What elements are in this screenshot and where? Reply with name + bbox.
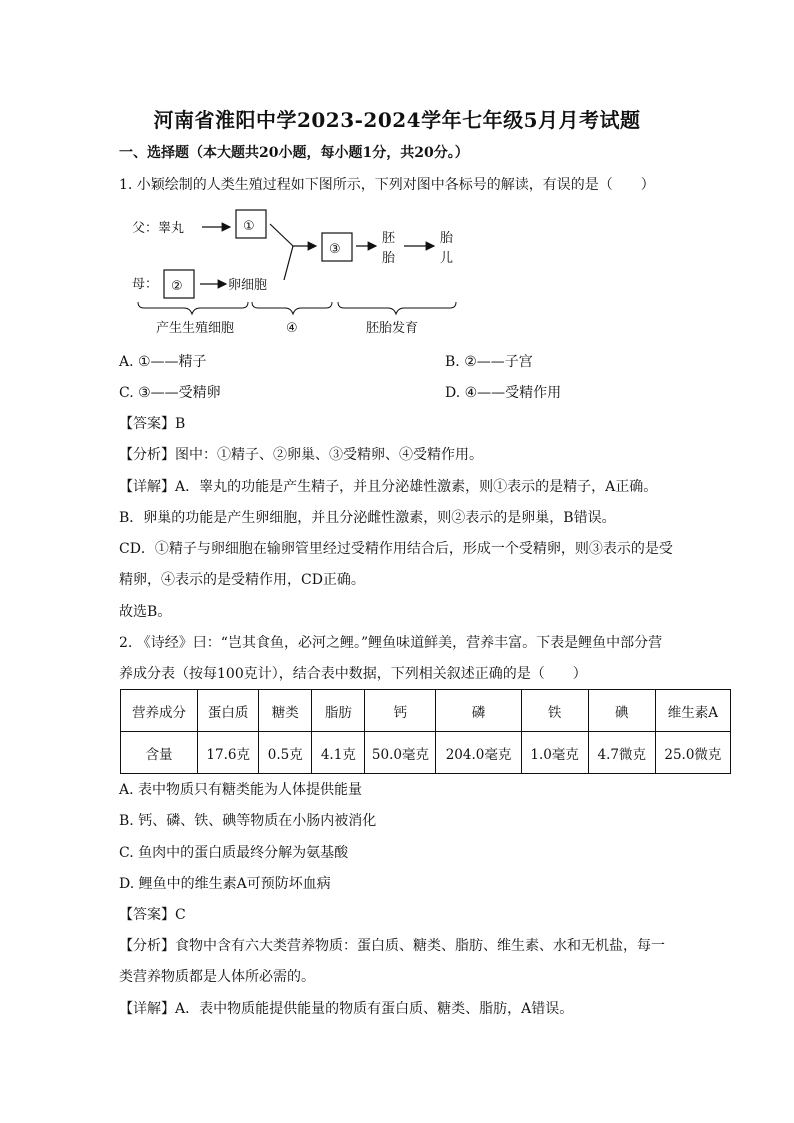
q2-option-d: D. 鲤鱼中的维生素A可预防坏血病 bbox=[119, 876, 331, 892]
q2-stem-2: 养成分表（按每100克计），结合表中数据，下列相关叙述正确的是（ ） bbox=[119, 666, 587, 682]
table-header-cell: 蛋白质 bbox=[198, 690, 259, 732]
brace-2-label: ④ bbox=[286, 321, 298, 336]
q2-analysis-2: 类营养物质都是人体所必需的。 bbox=[119, 969, 315, 985]
box-2-label: ② bbox=[171, 279, 183, 294]
table-cell: 1.0毫克 bbox=[521, 732, 588, 774]
table-header-cell: 磷 bbox=[436, 690, 521, 732]
q1-answer: 【答案】B bbox=[119, 416, 186, 432]
embryo-label-2: 胎 bbox=[382, 251, 396, 266]
table-cell: 25.0微克 bbox=[655, 732, 730, 774]
father-label: 父：睾丸 bbox=[132, 221, 185, 236]
q2-stem-1: 2. 《诗经》曰：“岂其食鱼，必河之鲤。”鲤鱼味道鲜美，营养丰富。下表是鲤鱼中部分营 bbox=[119, 635, 663, 651]
table-header-cell: 碘 bbox=[588, 690, 655, 732]
q1-option-d: D. ④——受精作用 bbox=[445, 385, 562, 401]
table-header-row bbox=[121, 690, 731, 732]
table-cell: 含量 bbox=[121, 732, 198, 774]
q1-detail-b: B．卵巢的功能是产生卵细胞，并且分泌雌性激素，则②表示的是卵巢，B错误。 bbox=[119, 510, 616, 526]
table-header-cell: 脂肪 bbox=[312, 690, 365, 732]
page-title: 河南省淮阳中学2023-2024学年七年级5月月考试题 bbox=[153, 108, 641, 132]
table-cell: 0.5克 bbox=[259, 732, 312, 774]
nutrition-table bbox=[120, 689, 731, 774]
fetus-label-1: 胎 bbox=[440, 231, 454, 246]
q2-option-c: C. 鱼肉中的蛋白质最终分解为氨基酸 bbox=[119, 845, 349, 861]
table-cell: 17.6克 bbox=[198, 732, 259, 774]
brace-2 bbox=[252, 302, 332, 314]
egg-label: 卵细胞 bbox=[228, 278, 268, 293]
section-heading: 一、选择题（本大题共20小题，每小题1分，共20分。） bbox=[119, 145, 469, 161]
table-header-cell: 铁 bbox=[521, 690, 588, 732]
q1-conclusion: 故选B。 bbox=[119, 604, 172, 620]
brace-1-label: 产生生殖细胞 bbox=[156, 321, 235, 336]
table-header-cell: 钙 bbox=[365, 690, 436, 732]
q1-detail-a: 【详解】A．睾丸的功能是产生精子，并且分泌雄性激素，则①表示的是精子，A正确。 bbox=[119, 479, 658, 495]
table-cell: 50.0毫克 bbox=[365, 732, 436, 774]
table-row bbox=[121, 732, 731, 774]
reproduction-diagram bbox=[120, 200, 480, 350]
converge-line-top bbox=[270, 224, 293, 246]
converge-line-bottom bbox=[284, 246, 293, 280]
embryo-label-1: 胚 bbox=[382, 231, 396, 246]
q2-answer: 【答案】C bbox=[119, 907, 186, 923]
brace-1 bbox=[138, 302, 248, 314]
q2-analysis-1: 【分析】食物中含有六大类营养物质：蛋白质、糖类、脂肪、维生素、水和无机盐，每一 bbox=[119, 938, 665, 954]
q1-option-c: C. ③——受精卵 bbox=[119, 385, 221, 401]
q2-option-b: B. 钙、磷、铁、碘等物质在小肠内被消化 bbox=[119, 813, 377, 829]
q1-detail-cd-1: CD．①精子与卵细胞在输卵管里经过受精作用结合后，形成一个受精卵，则③表示的是受 bbox=[119, 541, 673, 557]
q1-analysis: 【分析】图中：①精子、②卵巢、③受精卵、④受精作用。 bbox=[119, 447, 483, 463]
fetus-label-2: 儿 bbox=[440, 251, 454, 266]
table-cell: 204.0毫克 bbox=[436, 732, 521, 774]
table-header-cell: 营养成分 bbox=[121, 690, 198, 732]
q2-detail-a: 【详解】A．表中物质能提供能量的物质有蛋白质、糖类、脂肪，A错误。 bbox=[119, 1001, 574, 1017]
mother-label: 母： bbox=[132, 277, 159, 292]
q1-option-a: A. ①——精子 bbox=[119, 354, 207, 370]
q1-detail-cd-2: 精卵，④表示的是受精作用，CD正确。 bbox=[119, 572, 365, 588]
table-header-cell: 维生素A bbox=[655, 690, 730, 732]
table-cell: 4.7微克 bbox=[588, 732, 655, 774]
table-header-cell: 糖类 bbox=[259, 690, 312, 732]
brace-3 bbox=[338, 302, 456, 314]
box-1-label: ① bbox=[243, 219, 255, 234]
q2-option-a: A. 表中物质只有糖类能为人体提供能量 bbox=[119, 782, 363, 798]
table-cell: 4.1克 bbox=[312, 732, 365, 774]
box-3-label: ③ bbox=[329, 242, 341, 257]
q1-option-b: B. ②——子宫 bbox=[445, 354, 533, 370]
brace-3-label: 胚胎发育 bbox=[366, 321, 419, 336]
q1-stem: 1. 小颖绘制的人类生殖过程如下图所示，下列对图中各标号的解读，有误的是（ ） bbox=[119, 177, 655, 193]
